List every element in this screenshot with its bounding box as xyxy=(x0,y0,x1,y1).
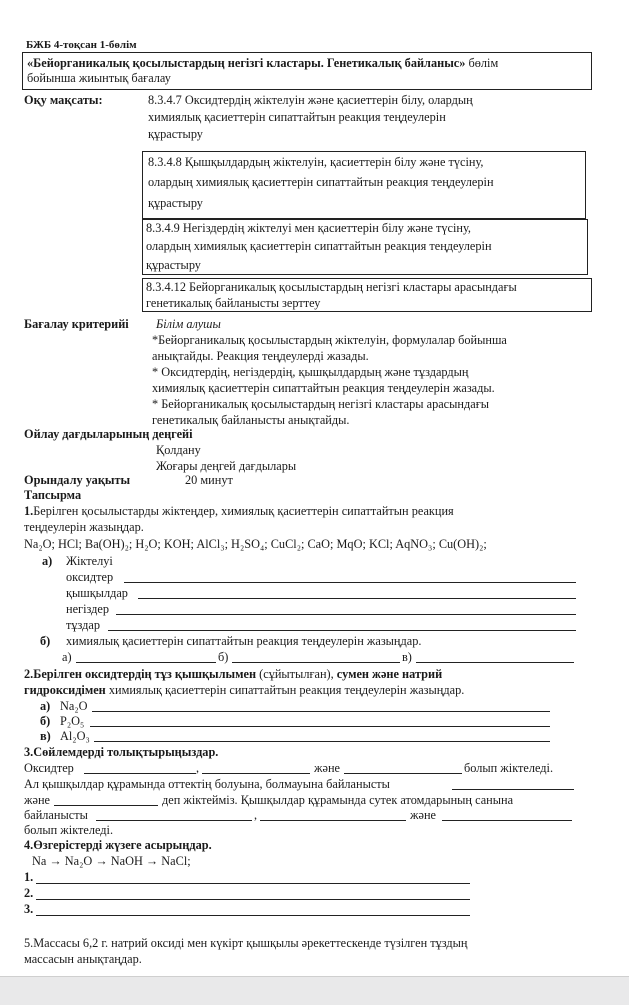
q1-category-acids: қышқылдар xyxy=(66,586,128,600)
q1-number: 1. xyxy=(24,504,34,518)
q3-l1-end: болып жіктеледі. xyxy=(464,761,554,775)
objective-1-line-1: 8.3.4.7 Оксидтердің жіктелуін және қасиеттерін білу, олардың xyxy=(148,93,473,107)
q1-category-salts: тұздар xyxy=(66,618,101,632)
q2-title-naoh: гидроксидімен xyxy=(24,683,106,697)
criteria-label: Бағалау критерийі xyxy=(24,317,129,331)
objective-4-line-1: 8.3.4.12 Бейорганикалық қосылыстардың негізгі кластары арасындағы xyxy=(146,280,517,294)
q1-salts-answer-line[interactable] xyxy=(108,630,576,631)
objective-1-line-3: құрастыру xyxy=(148,127,203,141)
objective-1-line-2: химиялық қасиеттерін сипаттайтын реакция теңдеулерін xyxy=(148,110,446,124)
time-value: 20 минут xyxy=(185,473,233,487)
q2-title-hcl: тұз қышқылымен xyxy=(154,667,257,681)
q4-num-2: 2. xyxy=(24,886,34,900)
q4-answer-1[interactable] xyxy=(36,883,470,884)
q3-blank-7[interactable] xyxy=(260,820,406,821)
q2-answer-c[interactable] xyxy=(94,741,550,742)
thinking-level-1: Қолдану xyxy=(156,443,201,457)
objective-4-line-2: генетикалық байланысты зерттеу xyxy=(146,296,321,310)
objectives-label: Оқу мақсаты: xyxy=(24,93,103,107)
q2-title-rest: химиялық қасиеттерін сипаттайтын реакция теңдеулерін жазыңдар. xyxy=(105,683,465,697)
q1-a-text: Жіктелуі xyxy=(66,554,113,568)
q3-blank-2[interactable] xyxy=(202,773,310,774)
q3-l1-comma: , xyxy=(196,761,200,775)
q3-blank-8[interactable] xyxy=(442,820,572,821)
q3-blank-5[interactable] xyxy=(54,805,158,806)
q1-a-label: а) xyxy=(42,554,53,568)
time-label: Орындалу уақыты xyxy=(24,473,131,487)
objective-3-line-3: құрастыру xyxy=(146,258,201,272)
q2-title-line-2 xyxy=(24,683,464,698)
q4-num-3: 3. xyxy=(24,902,34,916)
criteria-line-3: * Оксидтердің, негіздердің, қышқылдардың және тұздардың xyxy=(152,365,469,379)
q3-l4-comma: , xyxy=(254,808,258,822)
q1-b-answer-a[interactable] xyxy=(76,662,216,663)
q3-l1-and: және xyxy=(314,761,340,775)
q3-blank-3[interactable] xyxy=(344,773,462,774)
q1-b-slot-b: б) xyxy=(218,650,229,664)
q1-title xyxy=(24,504,454,519)
q2-title-a: 2.Берілген оксидтердің xyxy=(24,667,155,681)
q2-item-a-formula: Na₂O xyxy=(60,699,88,713)
q2-title-d: сумен және натрий xyxy=(336,667,443,681)
q1-formulas: Na₂O; HCl; Ba(OH)₂; H₂O; KOH; AlCl₃; H₂SO₄; CuCl₂; CaO; MqO; KCl; AqNO₃; Cu(OH)₂; xyxy=(24,537,487,551)
q5-line-2: массасын анықтаңдар. xyxy=(24,952,142,966)
q3-l4-and: және xyxy=(410,808,436,822)
thinking-level-2: Жоғары деңгей дағдылары xyxy=(156,459,297,473)
q2-title-line-1 xyxy=(24,667,442,682)
q2-answer-b[interactable] xyxy=(90,726,550,727)
q1-acids-answer-line[interactable] xyxy=(138,598,576,599)
task-label: Тапсырма xyxy=(24,488,82,502)
q1-b-text: химиялық қасиеттерін сипаттайтын реакция теңдеулерін жазыңдар. xyxy=(66,634,422,648)
document-code: БЖБ 4-тоқсан 1-бөлім xyxy=(26,39,137,51)
q3-line-2: Ал қышқылдар құрамында оттектің болуына, болмауына байланысты xyxy=(24,777,390,791)
q1-category-bases: негіздер xyxy=(66,602,109,616)
title-line-1 xyxy=(27,56,498,71)
title-line-2: бойынша жиынтық бағалау xyxy=(27,71,171,85)
q1-bases-answer-line[interactable] xyxy=(116,614,576,615)
q3-l3-rest: деп жіктейміз. Қышқылдар құрамында сутек атомдарының санына xyxy=(162,793,514,807)
q1-b-answer-b[interactable] xyxy=(232,662,400,663)
q3-line-5: болып жіктеледі. xyxy=(24,823,114,837)
q5-line-1: 5.Массасы 6,2 г. натрий оксиді мен күкірт қышқылы әрекеттескенде түзілген тұздың xyxy=(24,936,468,950)
q3-blank-6[interactable] xyxy=(96,820,252,821)
objective-2-line-2: олардың химиялық қасиеттерін сипаттайтын реакция теңдеулерін xyxy=(148,175,494,189)
q3-l4-start: байланысты xyxy=(24,808,88,822)
q1-b-slot-a: а) xyxy=(62,650,72,664)
q1-category-oxides: оксидтер xyxy=(66,570,114,584)
q3-blank-4[interactable] xyxy=(452,789,574,790)
q2-item-c-formula: Al₂O₃ xyxy=(60,729,90,743)
bottom-bar xyxy=(0,976,629,1005)
q2-item-a-label: а) xyxy=(40,699,51,713)
q1-b-label: б) xyxy=(40,634,51,648)
q3-l1-oxides: Оксидтер xyxy=(24,761,74,775)
q4-answer-2[interactable] xyxy=(36,899,470,900)
criteria-line-4: химиялық қасиеттерін сипаттайтын реакция теңдеулерін жазады. xyxy=(152,381,495,395)
thinking-label: Ойлау дағдыларының деңгейі xyxy=(24,427,193,441)
q4-answer-3[interactable] xyxy=(36,915,470,916)
title-rest: бөлім xyxy=(465,56,499,70)
q1-title-text: Берілген қосылыстарды жіктеңдер, химиялық қасиеттерін сипаттайтын реакция xyxy=(33,504,454,518)
q2-answer-a[interactable] xyxy=(92,711,550,712)
criteria-line-6: генетикалық байланысты анықтайды. xyxy=(152,413,350,427)
q4-num-1: 1. xyxy=(24,870,34,884)
q1-b-slot-c: в) xyxy=(402,650,412,664)
objective-2-line-3: құрастыру xyxy=(148,196,203,210)
q2-title-c: (сұйытылған), xyxy=(256,667,337,681)
criteria-line-2: анықтайды. Реакция теңдеулерді жазады. xyxy=(152,349,369,363)
q4-chain: Na → Na₂O → NaOH → NaCl; xyxy=(32,854,191,868)
q2-item-b-formula: P₂O₅ xyxy=(60,714,85,728)
objective-3-line-2: олардың химиялық қасиеттерін сипаттайтын реакция теңдеулерін xyxy=(146,239,492,253)
q2-item-b-label: б) xyxy=(40,714,51,728)
q1-b-answer-c[interactable] xyxy=(416,662,574,663)
q1-oxides-answer-line[interactable] xyxy=(124,582,576,583)
q3-blank-1[interactable] xyxy=(84,773,196,774)
q2-item-c-label: в) xyxy=(40,729,51,743)
title-bold: «Бейорганикалық қосылыстардың негізгі кластары. Генетикалық байланыс» xyxy=(27,56,466,70)
q4-title: 4.Өзгерістерді жүзеге асырыңдар. xyxy=(24,838,212,852)
criteria-line-1: *Бейорганикалық қосылыстардың жіктелуін, формулалар бойынша xyxy=(152,333,507,347)
criteria-learner: Білім алушы xyxy=(156,317,221,331)
objective-3-line-1: 8.3.4.9 Негіздердің жіктелуі мен қасиеттерін білу және түсіну, xyxy=(146,221,472,235)
q1-title-line-2: теңдеулерін жазыңдар. xyxy=(24,520,144,534)
q3-title: 3.Сөйлемдерді толықтырыңыздар. xyxy=(24,745,219,759)
criteria-line-5: * Бейорганикалық қосылыстардың негізгі кластары арасындағы xyxy=(152,397,489,411)
q3-l3-and: және xyxy=(24,793,50,807)
objective-2-line-1: 8.3.4.8 Қышқылдардың жіктелуін, қасиеттерін білу және түсіну, xyxy=(148,155,484,169)
